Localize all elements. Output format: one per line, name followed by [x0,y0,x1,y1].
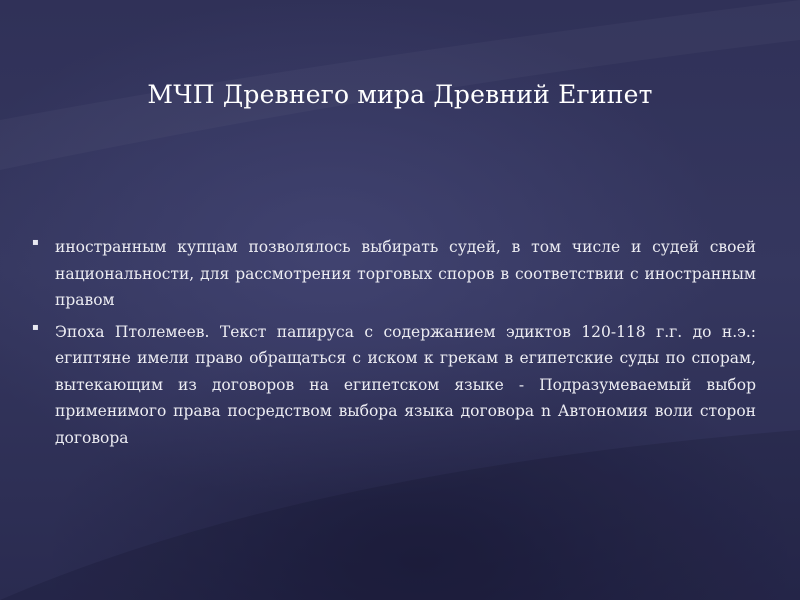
bullet-marker-icon: ▪ [32,237,39,248]
bullet-item [30,319,756,452]
slide-title: МЧП Древнего мира Древний Египет [147,80,653,109]
bullet-text: иностранным купцам позволялось выбирать судей, в том числе и судей своей национальности, для рассмотрения торговых споров в соответствии с иностранным правом [55,238,756,309]
bullet-item [30,234,756,314]
bullet-marker-icon: ▪ [32,321,39,333]
bullet-list [30,234,756,456]
bullet-text: Эпоха Птолемеев. Текст папируса с содержанием эдиктов 120-118 г.г. до н.э.: египтяне имели право обращаться с иском к грекам в египетские суды по спорам, вытекающим из договоров на египетском языке - Подразумеваемый выбор применимого права посредством выбора языка договора n Автономия воли сторон договора [55,322,756,447]
